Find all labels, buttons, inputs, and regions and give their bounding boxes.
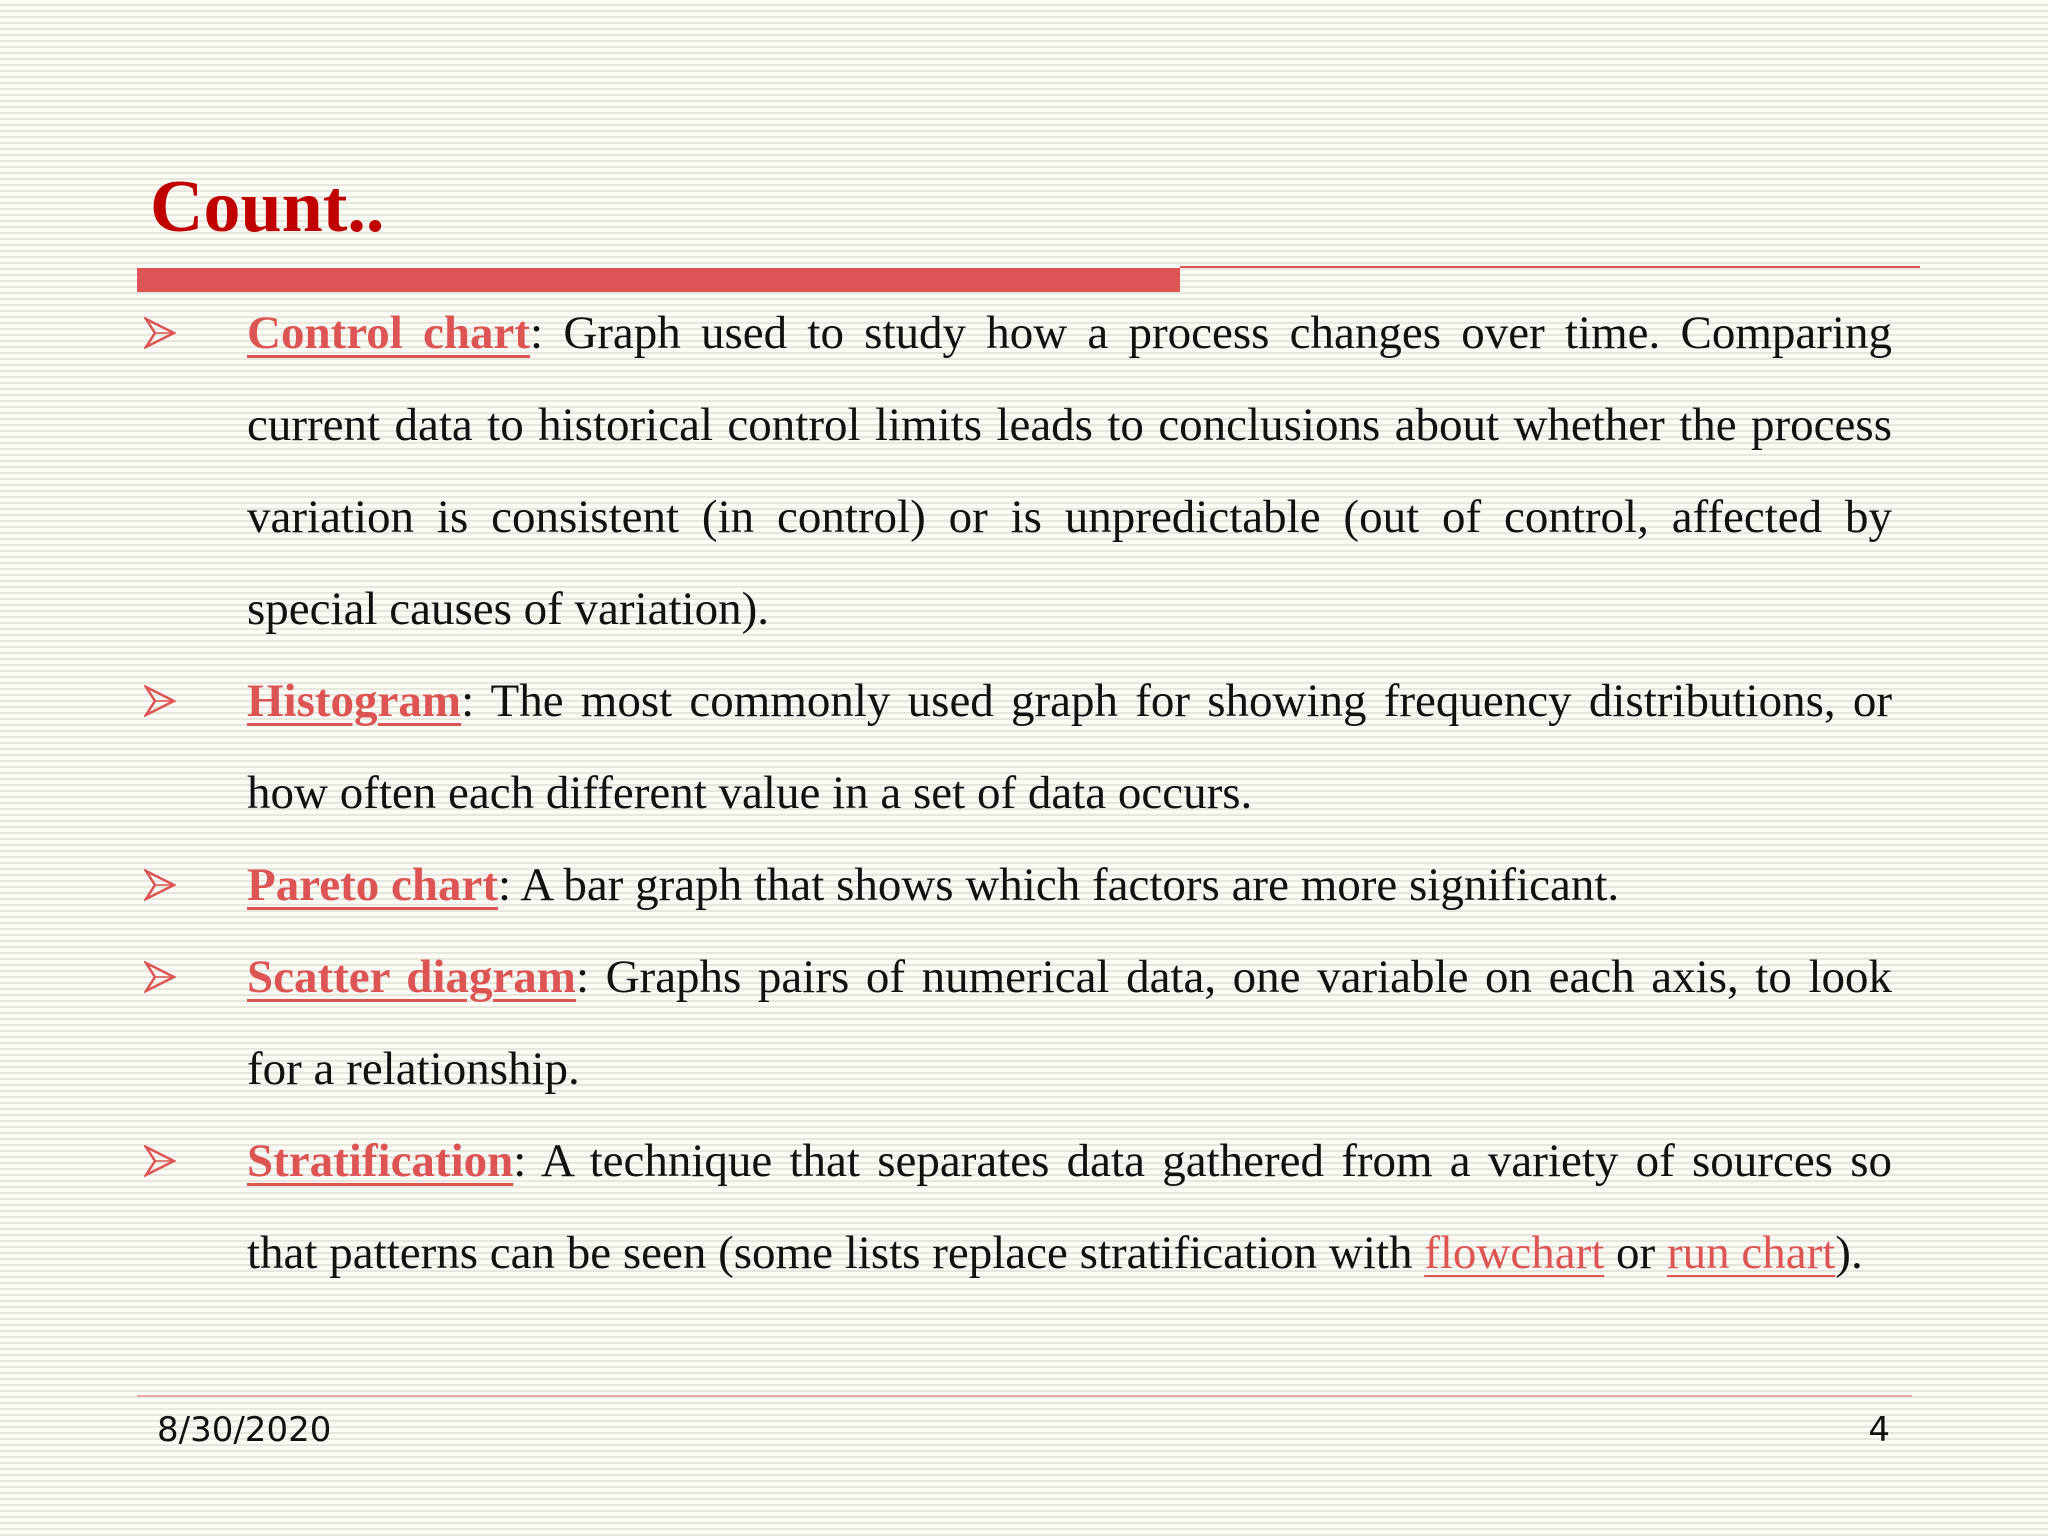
footer-divider-line [137,1395,1912,1397]
bullet-item-histogram [140,655,1892,839]
definition-scatter-diagram: : Graphs pairs of numerical data, one variable on each axis, to look for a relationship. [247,951,1892,1095]
title-divider-line [1180,266,1920,268]
definition-histogram: : The most commonly used graph for showing frequency distributions, or how often each different value in a set of data occurs. [247,675,1892,819]
slide-page-number: 4 [1868,1410,1890,1450]
arrowhead-bullet-icon [144,287,178,379]
definition-pareto-chart: : A bar graph that shows which factors are more significant. [498,859,1620,911]
bullet-item-scatter-diagram [140,931,1892,1115]
term-histogram[interactable]: Histogram [247,675,462,727]
bullet-item-control-chart [140,287,1892,655]
slide-title: Count.. [150,166,385,248]
term-pareto-chart[interactable]: Pareto chart [247,859,498,911]
arrowhead-bullet-icon [144,839,178,931]
footer-date: 8/30/2020 [157,1410,332,1450]
arrowhead-bullet-icon [144,655,178,747]
definition-stratification: : A technique that separates data gathered from a variety of sources so that patterns can be seen (some lists replace stratification with [247,1135,1892,1279]
arrowhead-bullet-icon [144,931,178,1023]
run-chart-link[interactable]: run chart [1666,1227,1836,1279]
term-scatter-diagram[interactable]: Scatter diagram [247,951,576,1003]
connector-text: or [1604,1227,1667,1279]
bullet-item-stratification [140,1115,1892,1299]
term-control-chart[interactable]: Control chart [247,307,531,359]
definition-control-chart: : Graph used to study how a process changes over time. Comparing current data to historical control limits leads to conclusions about whether the process variation is consistent (in control) or is unpredictable (out of control, affected by special causes of variation). [247,307,1892,635]
bullet-list [140,287,1892,1299]
flowchart-link[interactable]: flowchart [1424,1227,1605,1279]
bullet-item-pareto-chart [140,839,1892,931]
term-stratification[interactable]: Stratification [247,1135,514,1187]
closing-text: ). [1835,1227,1863,1279]
arrowhead-bullet-icon [144,1115,178,1207]
